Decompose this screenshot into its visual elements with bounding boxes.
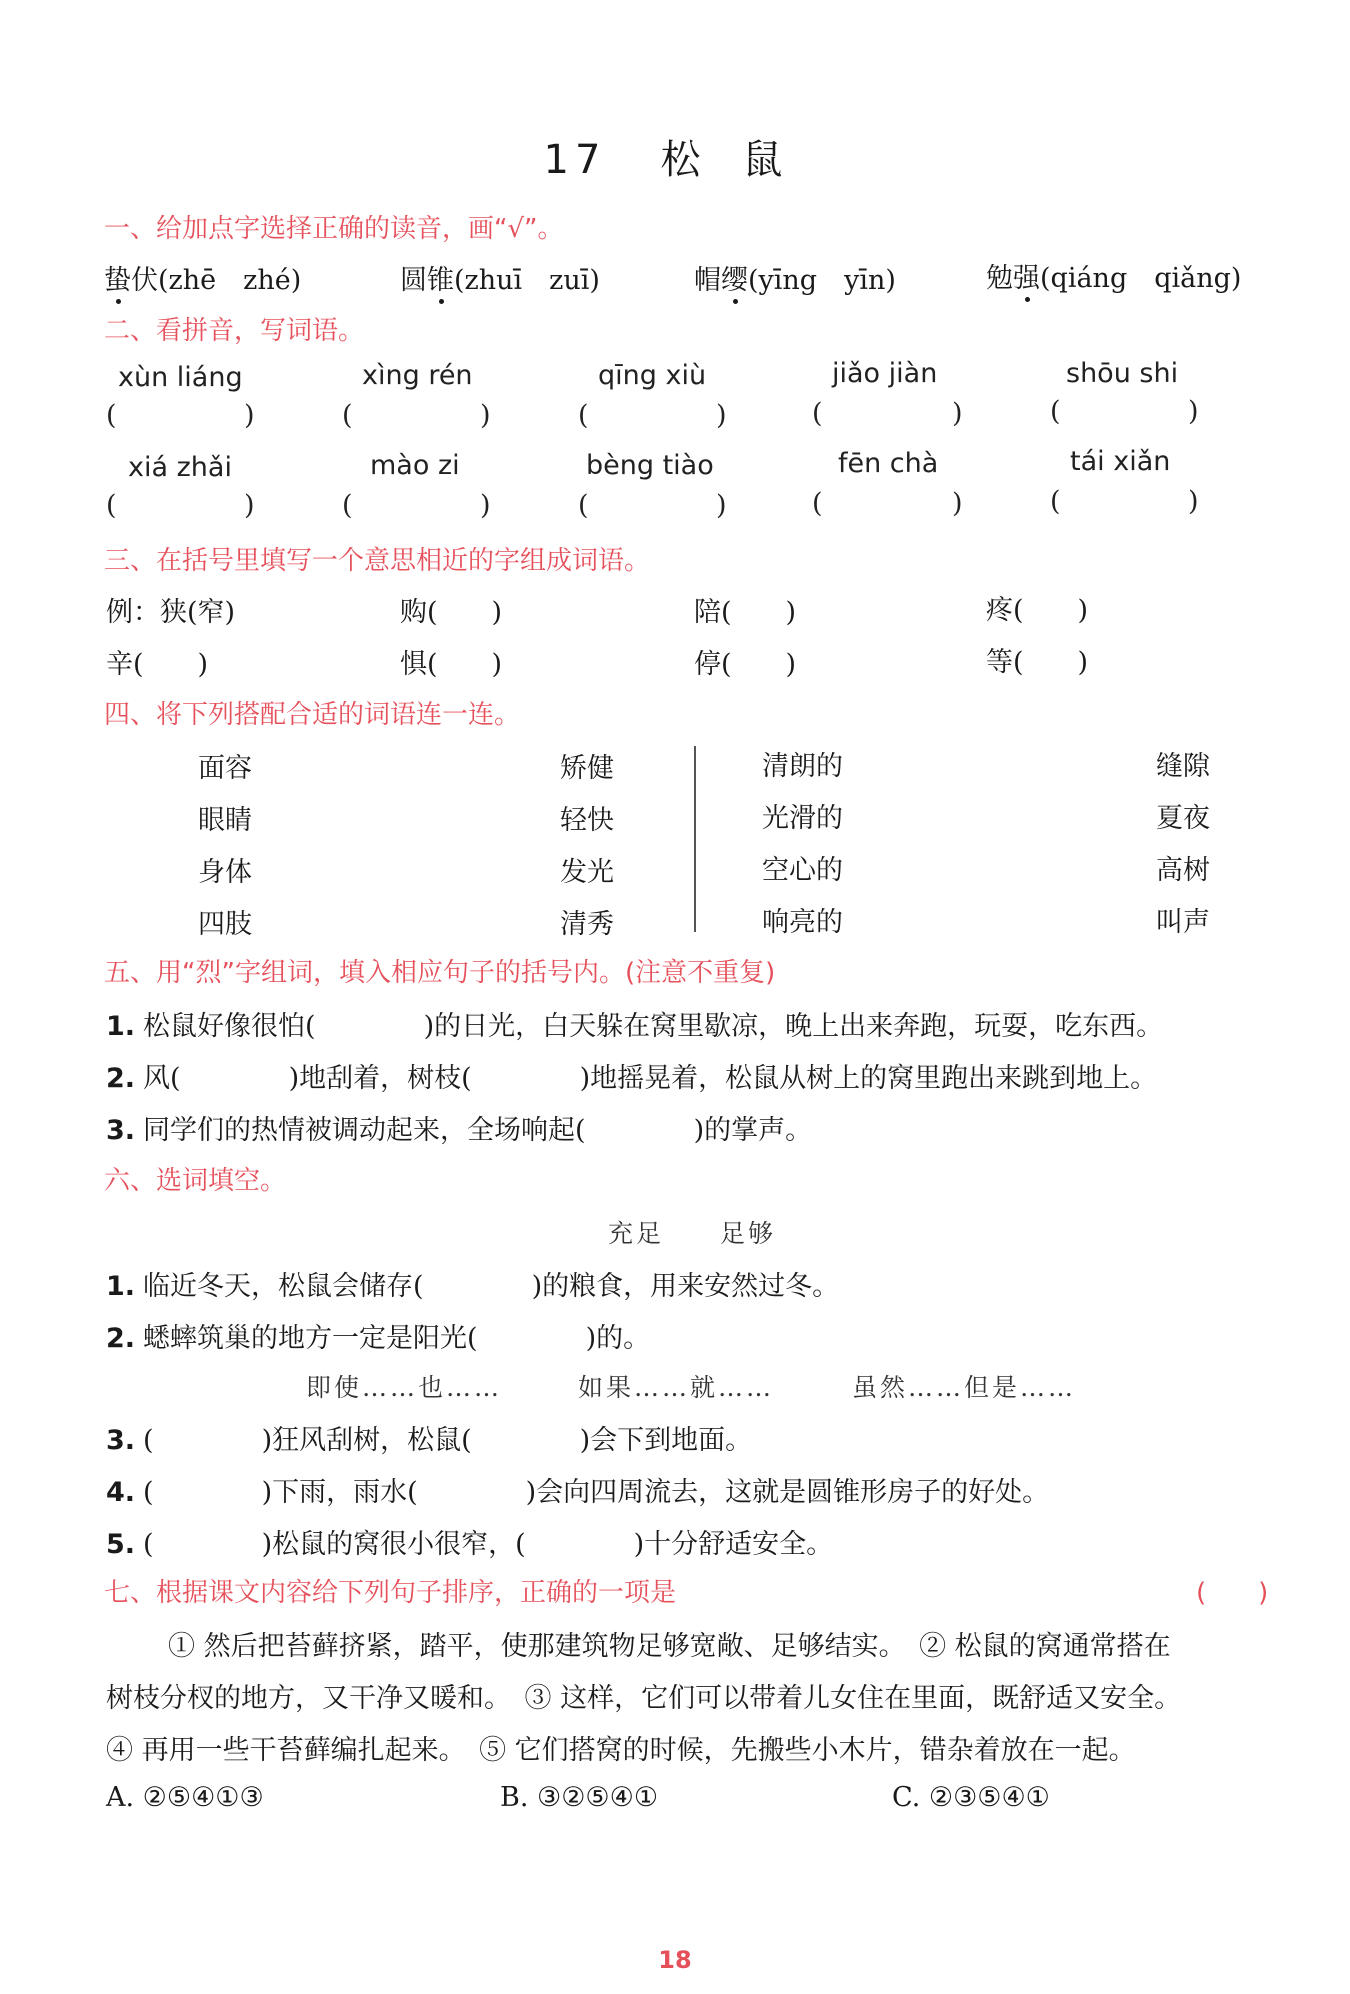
s6-line-1: 1. 临近冬天，松鼠会储存( )的粮食，用来安然过冬。	[106, 1271, 840, 1302]
pinyin-1: xùn liáng	[118, 362, 243, 393]
s3-item-3: 陪( )	[694, 597, 797, 628]
match-col2-3: 发光	[560, 857, 614, 888]
s5-line-1: 1. 松鼠好像很怕( )的日光，白天躲在窝里歇凉，晚上出来奔跑，玩耍，吃东西。	[106, 1011, 1164, 1042]
s5-line-3: 3. 同学们的热情被调动起来，全场响起( )的掌声。	[106, 1115, 813, 1146]
match-col1-4: 四肢	[198, 909, 252, 940]
s5-line-2: 2. 风( )地刮着，树枝( )地摇晃着，松鼠从树上的窝里跑出来跳到地上。	[106, 1063, 1158, 1094]
s3-item-5: 辛( )	[106, 649, 209, 680]
blank-6-close: )	[244, 490, 255, 521]
s6-line-3: 3. ( )狂风刮树，松鼠( )会下到地面。	[106, 1425, 753, 1456]
blank-5-open: (	[1050, 396, 1061, 427]
s6-line-4: 4. ( )下雨，雨水( )会向四周流去，这就是圆锥形房子的好处。	[106, 1477, 1050, 1508]
blank-4-close: )	[952, 398, 963, 429]
pinyin-4: jiǎo jiàn	[832, 358, 938, 389]
match-col1-2: 眼睛	[198, 805, 252, 836]
match-col3-2: 光滑的	[762, 803, 843, 834]
match-col2-4: 清秀	[560, 909, 614, 940]
s3-item-8: 等( )	[986, 647, 1089, 678]
pinyin-5: shōu shi	[1066, 358, 1179, 389]
section-2-heading: 二、看拼音，写词语。	[104, 316, 365, 346]
s3-item-6: 惧( )	[400, 649, 503, 680]
pinyin-8: bèng tiào	[586, 450, 714, 481]
page-title	[0, 128, 1350, 185]
match-col1-3: 身体	[198, 857, 252, 888]
match-col1-1: 面容	[198, 753, 252, 784]
pinyin-3: qīng xiù	[598, 360, 707, 391]
s7-para-line-1: ① 然后把苔藓挤紧，踏平，使那建筑物足够宽敞、足够结实。 ② 松鼠的窝通常搭在	[168, 1631, 1171, 1662]
blank-2-close: )	[480, 400, 491, 431]
blank-1-close: )	[244, 400, 255, 431]
word-choice-a: 即使……也……	[306, 1373, 503, 1402]
s6-line-5: 5. ( )松鼠的窝很小很窄，( )十分舒适安全。	[106, 1529, 834, 1560]
blank-1-open: (	[106, 400, 117, 431]
option-b: B. ③②⑤④①	[500, 1782, 659, 1813]
s3-item-4: 疼( )	[986, 595, 1089, 626]
pinyin-2: xìng rén	[362, 360, 473, 391]
s1-item-2: 圆锥(zhuī zuī)	[400, 265, 600, 296]
blank-7-open: (	[342, 490, 353, 521]
match-col4-2: 夏夜	[1156, 803, 1210, 834]
blank-9-open: (	[812, 488, 823, 519]
title-char-1: 松	[660, 137, 707, 183]
s3-item-2: 购( )	[400, 597, 503, 628]
s7-para-line-2: 树枝分杈的地方，又干净又暖和。 ③ 这样，它们可以带着儿女住在里面，既舒适又安全。	[106, 1683, 1182, 1714]
s6-line-2: 2. 蟋蟀筑巢的地方一定是阳光( )的。	[106, 1323, 651, 1354]
blank-3-close: )	[716, 400, 727, 431]
section-5-heading: 五、用“烈”字组词，填入相应句子的括号内。(注意不重复)	[104, 958, 776, 988]
match-col4-1: 缝隙	[1156, 751, 1210, 782]
blank-8-close: )	[716, 490, 727, 521]
pinyin-6: xiá zhǎi	[128, 452, 232, 483]
match-col2-2: 轻快	[560, 805, 614, 836]
match-col3-4: 响亮的	[762, 907, 843, 938]
s3-item-7: 停( )	[694, 649, 797, 680]
match-col4-4: 叫声	[1156, 907, 1210, 938]
pinyin-7: mào zi	[370, 450, 460, 481]
match-col3-3: 空心的	[762, 855, 843, 886]
blank-2-open: (	[342, 400, 353, 431]
s3-item-1: 例：狭(窄)	[106, 597, 236, 628]
pinyin-10: tái xiǎn	[1070, 446, 1171, 477]
blank-9-close: )	[952, 488, 963, 519]
section-1-heading: 一、给加点字选择正确的读音，画“√”。	[104, 214, 564, 244]
s1-item-3: 帽缨(yīng yīn)	[694, 265, 896, 296]
pinyin-9: fēn chà	[838, 448, 939, 479]
blank-7-close: )	[480, 490, 491, 521]
section-4-heading: 四、将下列搭配合适的词语连一连。	[104, 700, 521, 730]
blank-5-close: )	[1188, 396, 1199, 427]
match-divider	[694, 746, 696, 932]
lesson-number: 17	[543, 137, 607, 183]
word-choice-b: 如果……就……	[578, 1373, 775, 1402]
section-7-heading: 七、根据课文内容给下列句子排序，正确的一项是	[104, 1578, 677, 1608]
blank-3-open: (	[578, 400, 589, 431]
blank-8-open: (	[578, 490, 589, 521]
match-col2-1: 矫健	[560, 753, 614, 784]
option-c: C. ②③⑤④①	[892, 1782, 1050, 1813]
blank-10-open: (	[1050, 486, 1061, 517]
section-6-heading: 六、选词填空。	[104, 1166, 287, 1196]
blank-10-close: )	[1188, 486, 1199, 517]
blank-4-open: (	[812, 398, 823, 429]
match-col3-1: 清朗的	[762, 751, 843, 782]
section-3-heading: 三、在括号里填写一个意思相近的字组成词语。	[104, 546, 651, 576]
match-col4-3: 高树	[1156, 855, 1210, 886]
word-choices-1: 充足 足够	[608, 1219, 777, 1248]
option-a: A. ②⑤④①③	[106, 1782, 264, 1813]
s7-para-line-3: ④ 再用一些干苔藓编扎起来。 ⑤ 它们搭窝的时候，先搬些小木片，错杂着放在一起。	[106, 1735, 1136, 1766]
s1-item-4: 勉强(qiáng qiǎng)	[986, 263, 1242, 294]
blank-6-open: (	[106, 490, 117, 521]
s7-answer-blank: ( )	[1196, 1578, 1269, 1608]
title-char-2: 鼠	[742, 137, 789, 183]
s1-item-1: 蛰伏(zhē zhé)	[104, 265, 302, 296]
page-number: 18	[658, 1946, 692, 1974]
word-choice-c: 虽然……但是……	[852, 1373, 1077, 1402]
